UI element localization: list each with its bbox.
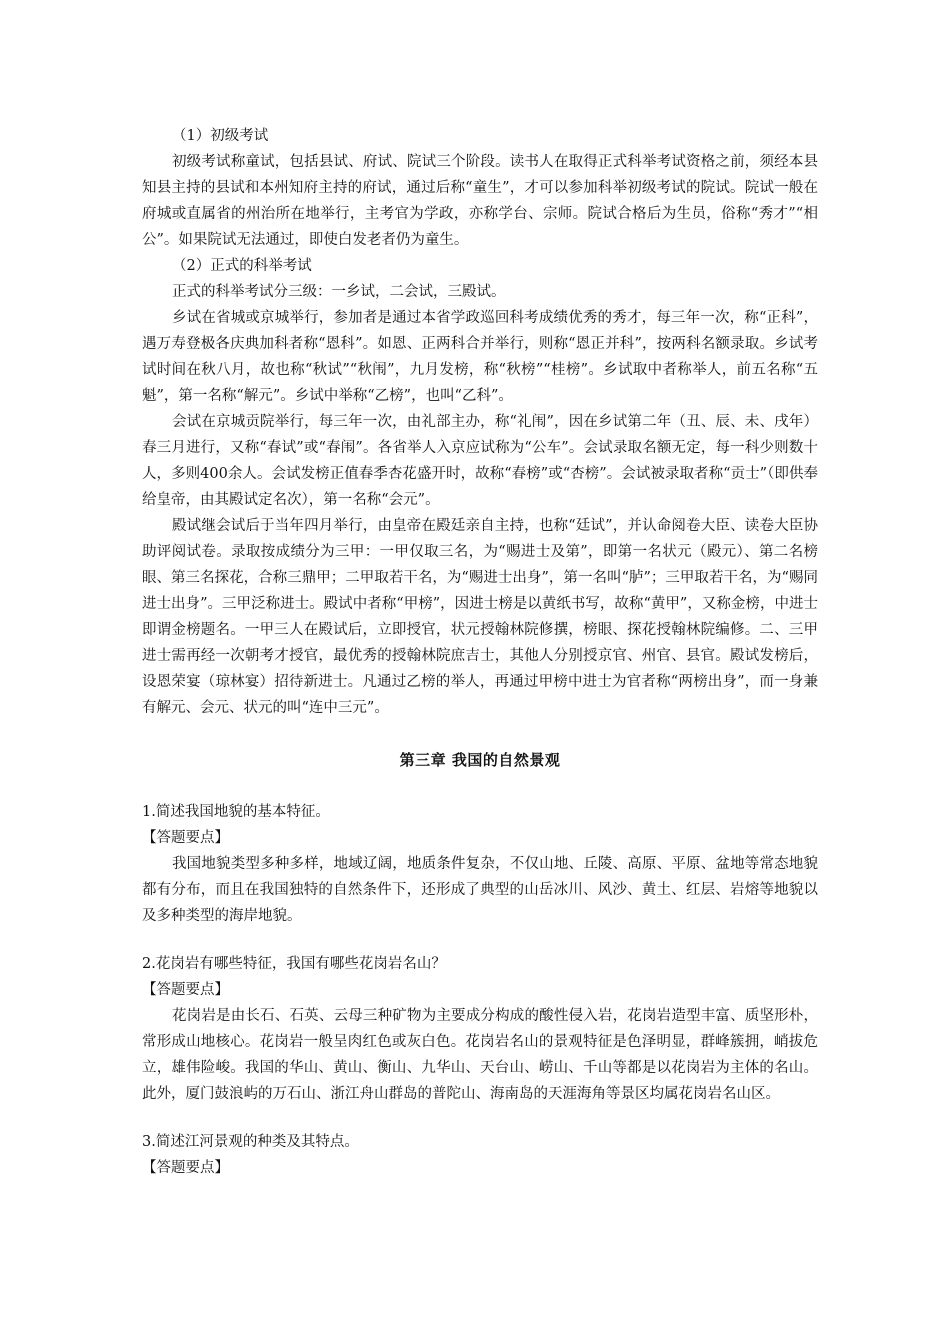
question-1: 1.简述我国地貌的基本特征。: [142, 804, 330, 820]
paragraph-provincial-exam: 乡试在省城或京城举行，参加者是通过本省学政巡回科考成绩优秀的秀才，每三年一次，称“正科”，遇万寿登极各庆典加科者称“恩科”。如恩、正两科合并举行，则称“恩正并科”，按两科名额录取。乡试考试时间在秋八月，故也称“秋试”“秋闱”，九月发榜，称“秋榜”“桂榜”。乡试取中者称举人，前五名称“五魁”，第一名称“解元”。乡试中举称“乙榜”，也叫“乙科”。: [142, 310, 818, 404]
answer-tag-1: 【答题要点】: [142, 830, 229, 846]
chapter-title: 第三章 我国的自然景观: [399, 751, 561, 769]
section-heading-initial-exam: （1）初级考试: [172, 128, 269, 144]
spacer: [142, 773, 818, 799]
spacer: [142, 721, 818, 747]
paragraph-formal-exam-intro: 正式的科举考试分三级：一乡试，二会试，三殿试。: [172, 284, 506, 300]
answer-tag-3: 【答题要点】: [142, 1160, 229, 1176]
paragraph-palace-exam: 殿试继会试后于当年四月举行，由皇帝在殿廷亲自主持，也称“廷试”，并认命阅卷大臣、读卷大臣协助评阅试卷。录取按成绩分为三甲：一甲仅取三名，为“赐进士及第”，即第一名状元（殿元）、第二名榜眼、第三名探花，合称三鼎甲；二甲取若干名，为“赐进士出身”，第一名叫“胪”；三甲取若干名，为“赐同进士出身”。三甲泛称进士。殿试中者称“甲榜”，因进士榜是以黄纸书写，故称“黄甲”，又称金榜，中进士即谓金榜题名。一甲三人在殿试后，立即授官，状元授翰林院修撰，榜眼、探花授翰林院编修。二、三甲进士需再经一次朝考才授官，最优秀的授翰林院庶吉士，其他人分别授京官、州官、县官。殿试发榜后，设恩荣宴（琼林宴）招待新进士。凡通过乙榜的举人，再通过甲榜中进士为官者称“两榜出身”，而一身兼有解元、会元、状元的叫“连中三元”。: [142, 518, 818, 716]
section-heading-formal-exam: （2）正式的科举考试: [172, 258, 312, 274]
paragraph-initial-exam: 初级考试称童试，包括县试、府试、院试三个阶段。读书人在取得正式科举考试资格之前，须经本县知县主持的县试和本州知府主持的府试，通过后称“童生”，才可以参加科举初级考试的院试。院试一般在府城或直属省的州治所在地举行，主考官为学政，亦称学台、宗师。院试合格后为生员，俗称“秀才”“相公”。如果院试无法通过，即使白发老者仍为童生。: [142, 154, 818, 248]
spacer: [142, 1107, 818, 1129]
question-3: 3.简述江河景观的种类及其特点。: [142, 1134, 359, 1150]
answer-tag-2: 【答题要点】: [142, 982, 229, 998]
question-2: 2.花岗岩有哪些特征，我国有哪些花岗岩名山？: [142, 956, 446, 972]
document-body: [142, 123, 818, 1181]
paragraph-metropolitan-exam: 会试在京城贡院举行，每三年一次，由礼部主办，称“礼闱”，因在乡试第二年（丑、辰、未、戌年）春三月进行，又称“春试”或“春闱”。各省举人入京应试称为“公车”。会试录取名额无定，每一科少则数十人，多则400余人。会试发榜正值春季杏花盛开时，故称“春榜”或“杏榜”。会试被录取者称“贡士”（即供奉给皇帝，由其殿试定名次），第一名称“会元”。: [142, 414, 818, 508]
answer-2: 花岗岩是由长石、石英、云母三种矿物为主要成分构成的酸性侵入岩，花岗岩造型丰富、质坚形朴，常形成山地核心。花岗岩一般呈肉红色或灰白色。花岗岩名山的景观特征是色泽明显，群峰簇拥，峭拔危立，雄伟险峻。我国的华山、黄山、衡山、九华山、天台山、崂山、千山等都是以花岗岩为主体的名山。此外，厦门鼓浪屿的万石山、浙江舟山群岛的普陀山、海南岛的天涯海角等景区均属花岗岩名山区。: [142, 1008, 818, 1102]
spacer: [142, 929, 818, 951]
answer-1: 我国地貌类型多种多样，地域辽阔，地质条件复杂，不仅山地、丘陵、高原、平原、盆地等常态地貌都有分布，而且在我国独特的自然条件下，还形成了典型的山岳冰川、风沙、黄土、红层、岩熔等地貌以及多种类型的海岸地貌。: [142, 856, 818, 924]
